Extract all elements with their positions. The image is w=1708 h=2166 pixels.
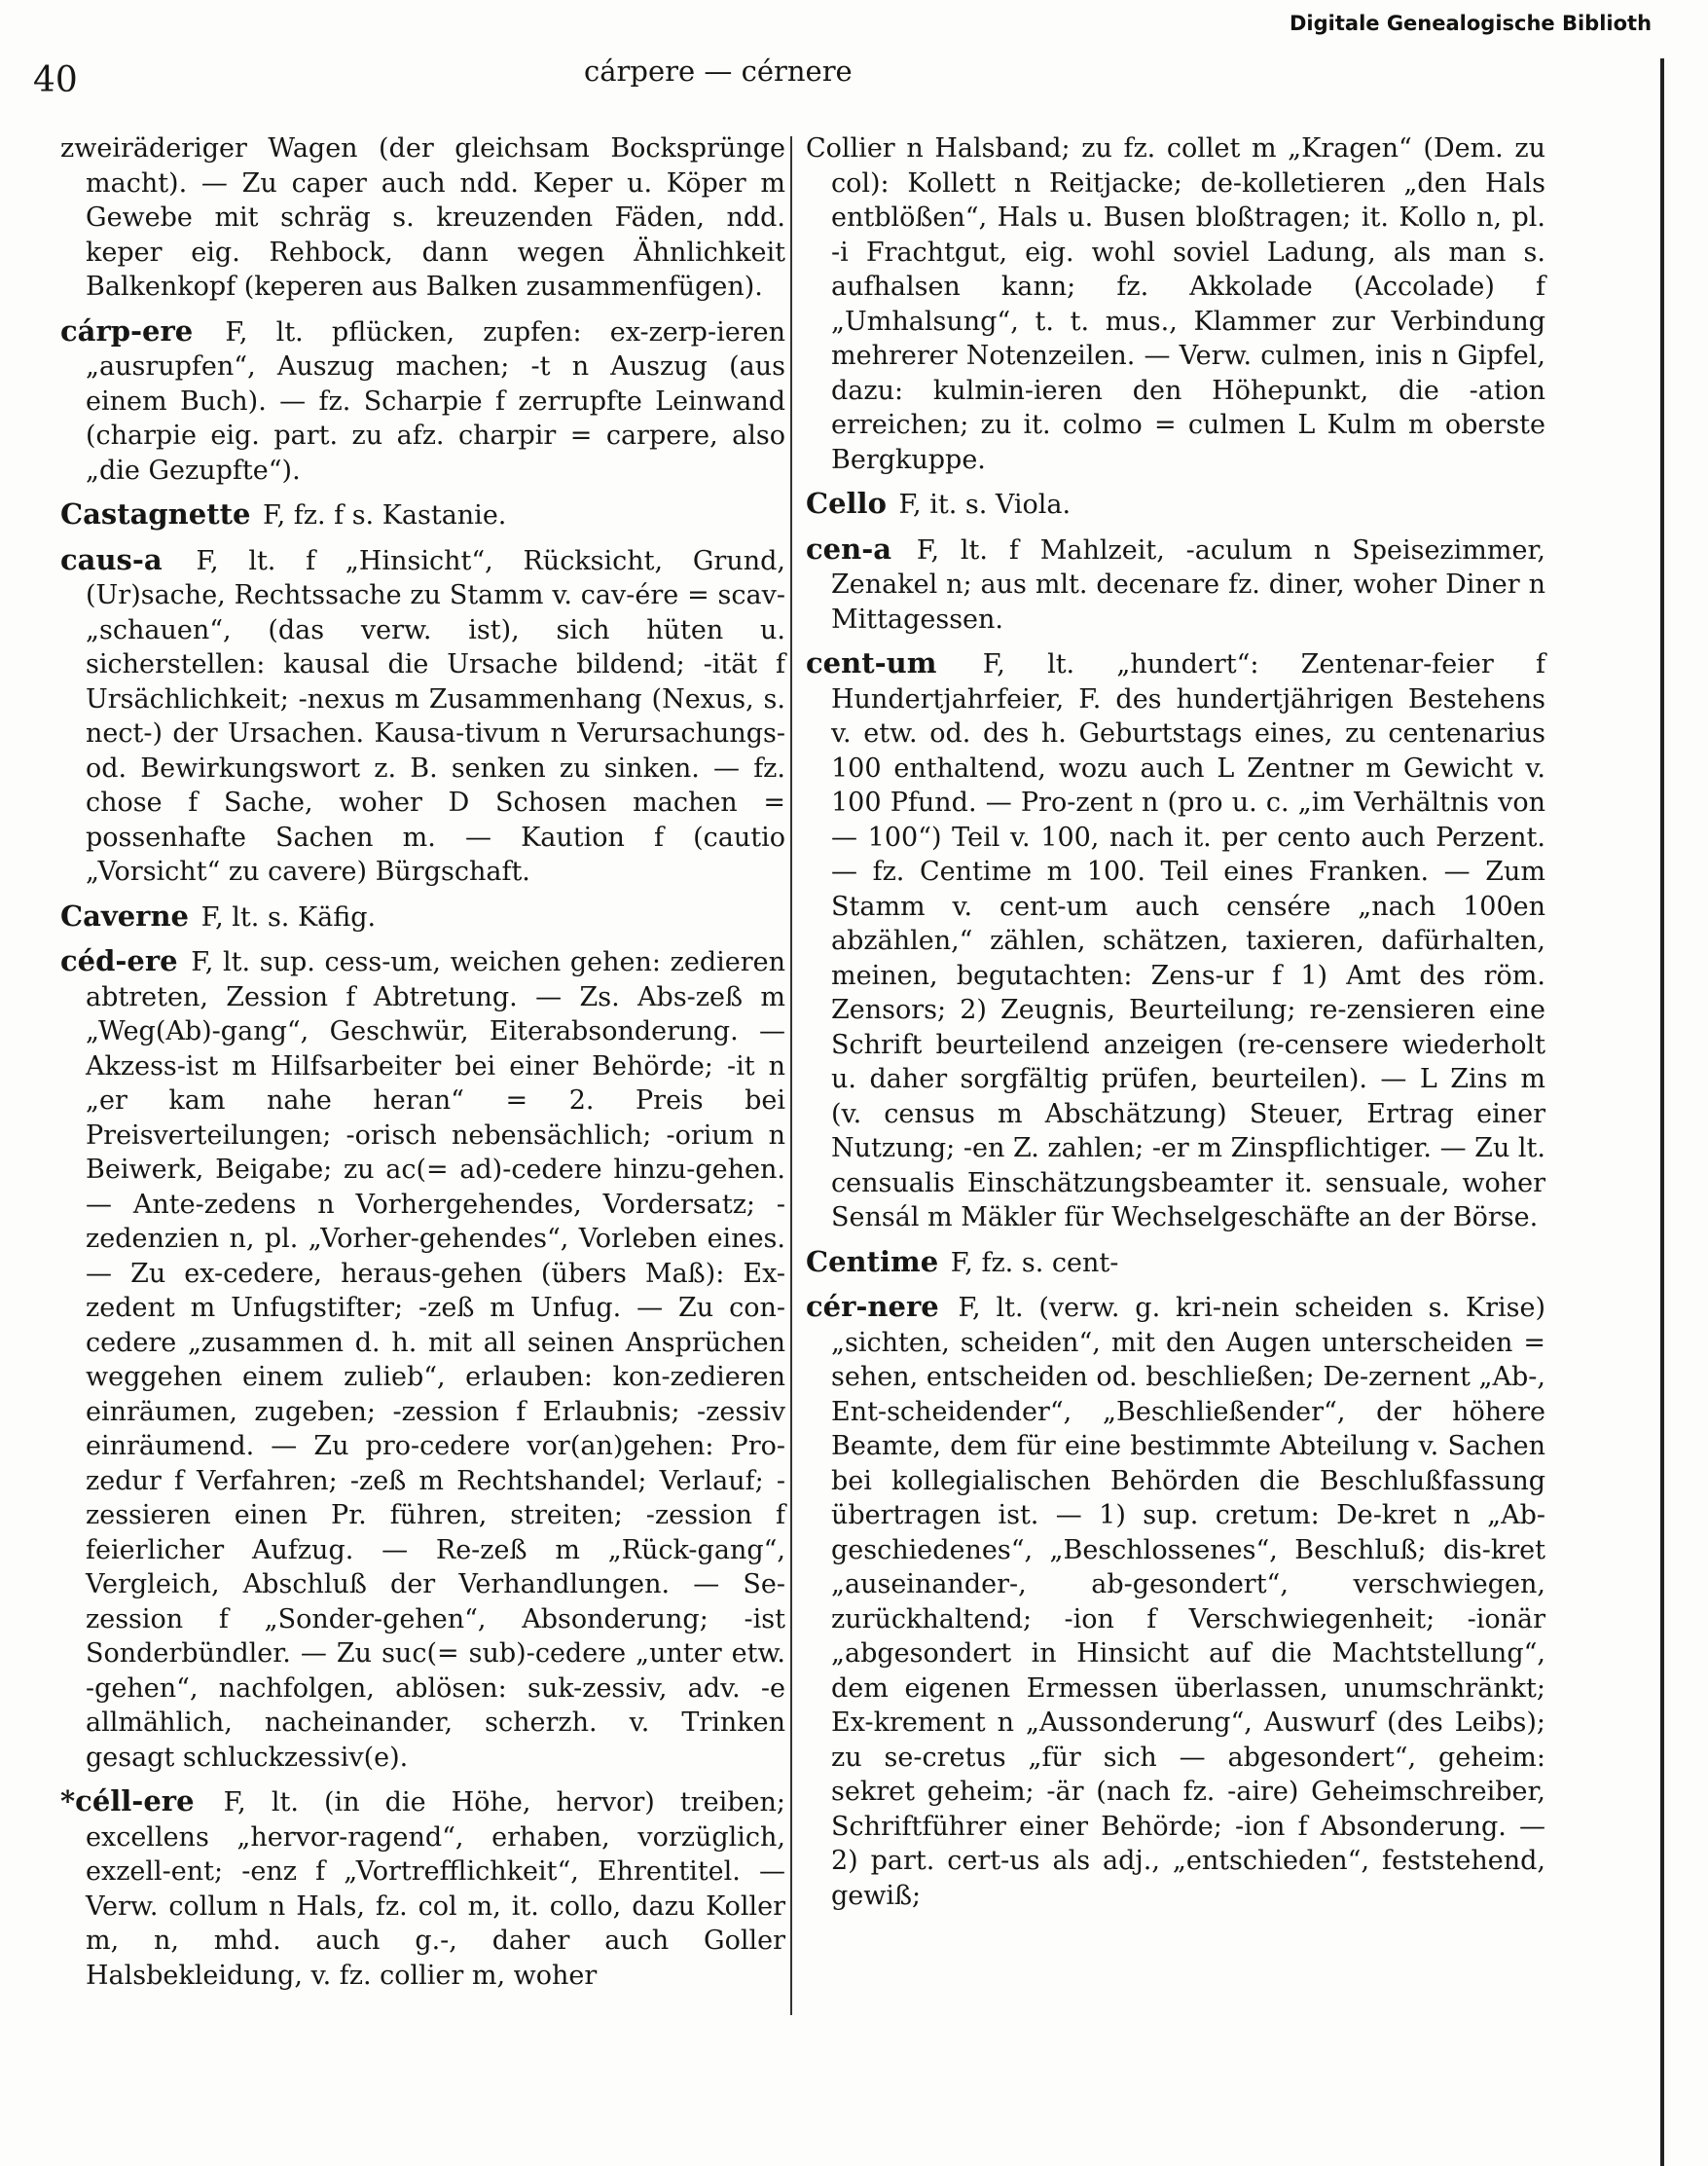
entry-headword: cér-nere (806, 1290, 939, 1323)
dictionary-entry (60, 543, 785, 890)
entry-headword: Castagnette (60, 497, 251, 531)
entry-text: F, lt. f Mahlzeit, -aculum n Speisezimmer, Zenakel n; aus mlt. decenare fz. diner, woher Diner n Mittagessen. (831, 534, 1545, 635)
entry-headword: cent-um (806, 646, 937, 679)
entry-text: zweiräderiger Wagen (der gleichsam Bocksprünge macht). — Zu caper auch ndd. Keper u. Köper m Gewebe mit schräg s. kreuzenden Fäden, ndd. keper eig. Rehbock, dann wegen Ähnlichkeit Balkenkopf (keperen aus Balken zusammenfügen). (60, 133, 785, 302)
entry-headword: cárp-ere (60, 313, 194, 348)
entry-headword: *céll-ere (60, 1784, 195, 1817)
entry-text: F, lt. „hundert“: Zentenar-feier f Hundertjahrfeier, F. des hundertjährigen Bestehens v. etw. od. des h. Geburtstags eines, zu centenarius 100 enthaltend, wozu auch L Zentner m Gewicht v. 100 Pfund. — Pro-zent n (pro u. c. „im Verhältnis von — 100“) Teil v. 100, nach it. per cento auch Perzent. — fz. Centime m 100. Teil eines Franken. — Zum Stamm v. cent-um auch censére „nach 100en abzählen,“ zählen, schätzen, taxieren, dafürhalten, meinen, begutachten: Zens-ur f 1) Amt des röm. Zensors; 2) Zeugnis, Beurteilung; re-zensieren eine Schrift beurteilend anzeigen (re-censere wiederholt u. daher sorgfältig prüfen, beurteilen). — L Zins m (v. census m Abschätzung) Steuer, Ertrag einer Nutzung; -en Z. zahlen; -er m Zinspflichtiger. — Zu lt. censualis Einschätzungsbeamter it. sensuale, woher Sensál m Mäkler für Wechselgeschäfte an der Börse. (831, 649, 1545, 1232)
dictionary-entry (60, 314, 785, 489)
entry-headword: cen-a (806, 532, 892, 566)
entry-text: F, fz. s. cent- (950, 1247, 1119, 1278)
library-watermark: Digitale Genealogische Biblioth (1290, 12, 1653, 35)
entry-text: F, lt. (in die Höhe, hervor) treiben; excellens „hervor-ragend“, erhaben, vorzüglich, exzell-ent; -enz f „Vortrefflichkeit“, Ehrentitel. — Verw. collum n Hals, fz. col m, it. collo, dazu Koller m, n, mhd. auch g.-, daher auch Goller Halsbekleidung, v. fz. collier m, woher (86, 1787, 785, 1991)
entry-headword: Centime (806, 1244, 939, 1278)
entry-headword: Caverne (60, 899, 189, 933)
page-edge-shadow (1660, 58, 1664, 2166)
dictionary-entry (806, 1245, 1545, 1281)
dictionary-entry (806, 1290, 1545, 1913)
entry-text: F, lt. sup. cess-um, weichen gehen: zedieren abtreten, Zession f Abtretung. — Zs. Abs-zeß m „Weg(Ab)-gang“, Geschwür, Eiterabsonderung. — Akzess-ist m Hilfsarbeiter bei einer Behörde; -it n „er kam nahe heran“ = 2. Preis bei Preisverteilungen; -orisch nebensächlich; -orium n Beiwerk, Beigabe; zu ac(= ad)-cedere hinzu-gehen. — Ante-zedens n Vorhergehendes, Vordersatz; -zedenzien n, pl. „Vorher-gehendes“, Vorleben eines. — Zu ex-cedere, heraus-gehen (übers Maß): Ex-zedent m Unfugstifter; -zeß m Unfug. — Zu con-cedere „zusammen d. h. mit all seinen Ansprüchen weggehen einem zulieb“, erlauben: kon-zedieren einräumen, zugeben; -zession f Erlaubnis; -zessiv einräumend. — Zu pro-cedere vor(an)gehen: Pro-zedur f Verfahren; -zeß m Rechtshandel; Verlauf; -zessieren einen Pr. führen, streiten; -zession f feierlicher Aufzug. — Re-zeß m „Rück-gang“, Vergleich, Abschluß der Verhandlungen. — Se-zession f „Sonder-gehen“, Absonderung; -ist Sonderbündler. — Zu suc(= sub)-cedere „unter etw. -gehen“, nachfolgen, ablösen: suk-zessiv, adv. -e allmählich, nacheinander, scherzh. v. Trinken gesagt schluckzessiv(e). (86, 947, 785, 1773)
dictionary-entry (806, 131, 1545, 477)
entry-text: Collier n Halsband; zu fz. collet m „Kragen“ (Dem. zu col): Kollett n Reitjacke; de-kolletieren „den Hals entblößen“, Hals u. Busen bloßtragen; it. Kollo n, pl. -i Frachtgut, eig. wohl soviel Ladung, als man s. aufhalsen kann; fz. Akkolade (Accolade) f „Umhalsung“, t. t. mus., Klammer zur Verbindung mehrerer Notenzeilen. — Verw. culmen, inis n Gipfel, dazu: kulmin-ieren den Höhepunkt, die -ation erreichen; zu it. colmo = culmen L Kulm m oberste Bergkuppe. (806, 133, 1545, 475)
entry-text: F, fz. f s. Kastanie. (263, 500, 507, 531)
entry-text: F, lt. s. Käfig. (200, 901, 377, 933)
entry-headword: caus-a (60, 542, 163, 576)
entry-text: F, it. s. Viola. (898, 490, 1072, 520)
dictionary-entry (60, 497, 785, 533)
right-column (806, 131, 1545, 1923)
dictionary-entry (806, 532, 1545, 638)
column-divider (790, 136, 792, 2015)
dictionary-entry (60, 944, 785, 1775)
left-column (60, 131, 785, 2002)
entry-text: F, lt. (verw. g. kri-nein scheiden s. Krise) „sichten, scheiden“, mit den Augen unterscheiden = sehen, entscheiden od. beschließen; De-zernent „Ab-, Ent-scheidender“, „Beschließender“, der höhere Beamte, dem für eine bestimmte Abteilung v. Sachen bei kollegialischen Behörden die Beschlußfassung übertragen ist. — 1) sup. cretum: De-kret n „Ab-geschiedenes“, „Beschlossenes“, Beschluß; dis-kret „auseinander-, ab-gesondert“, verschwiegen, zurückhaltend; -ion f Verschwiegenheit; -ionär „abgesondert in Hinsicht auf die Machtstellung“, dem eigenen Ermessen überlassen, unumschränkt; Ex-krement n „Aussonderung“, Auswurf (des Leibs); zu se-cretus „für sich — abgesondert“, geheim: sekret geheim; -är (nach fz. -aire) Geheimschreiber, Schriftführer einer Behörde; -ion f Absonderung. — 2) part. cert-us als adj., „entschieden“, feststehend, gewiß; (831, 1293, 1545, 1911)
entry-text: F, lt. pflücken, zupfen: ex-zerp-ieren „ausrupfen“, Auszug machen; -t n Auszug (aus einem Buch). — fz. Scharpie f zerrupfte Leinwand (charpie eig. part. zu afz. charpir = carpere, also „die Gezupfte“). (86, 316, 785, 486)
entry-headword: Cello (806, 487, 887, 520)
page-number: 40 (33, 60, 78, 100)
dictionary-entry (60, 1784, 785, 1993)
dictionary-entry (806, 487, 1545, 523)
dictionary-entry (60, 899, 785, 936)
dictionary-entry (806, 646, 1545, 1235)
running-head: cárpere — cérnere (584, 55, 853, 88)
entry-headword: céd-ere (60, 944, 178, 977)
dictionary-entry (60, 131, 785, 305)
entry-text: F, lt. f „Hinsicht“, Rücksicht, Grund, (Ur)sache, Rechtssache zu Stamm v. cav-ére = scav- „schauen“, (das verw. ist), sich hüten u. sicherstellen: kausal die Ursache bildend; -ität f Ursächlichkeit; -nexus m Zusammenhang (Nexus, s. nect-) der Ursachen. Kausa-tivum n Verursachungs- od. Bewirkungswort z. B. senken zu sinken. — fz. chose f Sache, woher D Schosen machen = possenhafte Sachen m. — Kaution f (cautio „Vorsicht“ zu cavere) Bürgschaft. (86, 545, 785, 887)
